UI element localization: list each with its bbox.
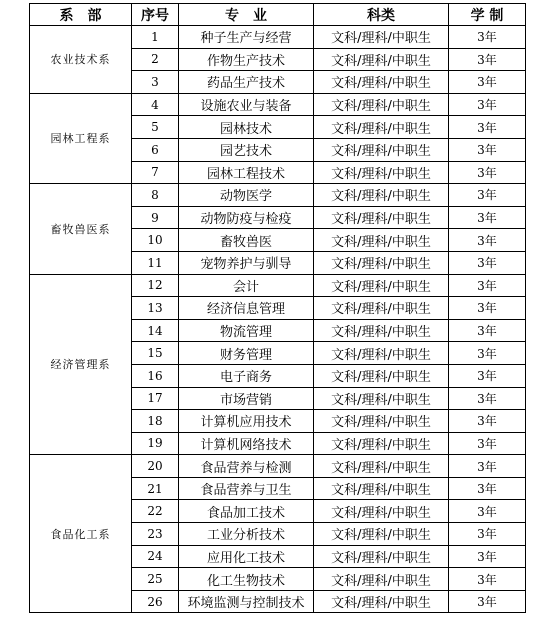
- seq-cell: 25: [132, 568, 179, 591]
- major-cell: 财务管理: [179, 342, 314, 365]
- category-cell: 文科/理科/中职生: [314, 93, 449, 116]
- duration-cell: 3年: [449, 93, 526, 116]
- duration-cell: 3年: [449, 432, 526, 455]
- category-cell: 文科/理科/中职生: [314, 568, 449, 591]
- category-cell: 文科/理科/中职生: [314, 500, 449, 523]
- header-department: 系 部: [30, 4, 132, 26]
- table-row: [30, 455, 526, 478]
- major-cell: 食品营养与卫生: [179, 477, 314, 500]
- seq-cell: 2: [132, 48, 179, 71]
- major-cell: 作物生产技术: [179, 48, 314, 71]
- duration-cell: 3年: [449, 568, 526, 591]
- category-cell: 文科/理科/中职生: [314, 523, 449, 546]
- category-cell: 文科/理科/中职生: [314, 184, 449, 207]
- category-cell: 文科/理科/中职生: [314, 455, 449, 478]
- department-cell: 畜牧兽医系: [30, 184, 132, 274]
- seq-cell: 26: [132, 590, 179, 613]
- category-cell: 文科/理科/中职生: [314, 71, 449, 94]
- seq-cell: 3: [132, 71, 179, 94]
- category-cell: 文科/理科/中职生: [314, 229, 449, 252]
- category-cell: 文科/理科/中职生: [314, 138, 449, 161]
- major-cell: 化工生物技术: [179, 568, 314, 591]
- category-cell: 文科/理科/中职生: [314, 48, 449, 71]
- category-cell: 文科/理科/中职生: [314, 477, 449, 500]
- duration-cell: 3年: [449, 229, 526, 252]
- duration-cell: 3年: [449, 364, 526, 387]
- category-cell: 文科/理科/中职生: [314, 274, 449, 297]
- seq-cell: 18: [132, 410, 179, 433]
- table-row: [30, 26, 526, 49]
- duration-cell: 3年: [449, 138, 526, 161]
- duration-cell: 3年: [449, 477, 526, 500]
- category-cell: 文科/理科/中职生: [314, 297, 449, 320]
- major-cell: 食品营养与检测: [179, 455, 314, 478]
- seq-cell: 20: [132, 455, 179, 478]
- table-row: [30, 274, 526, 297]
- major-cell: 计算机网络技术: [179, 432, 314, 455]
- seq-cell: 5: [132, 116, 179, 139]
- major-cell: 园林技术: [179, 116, 314, 139]
- duration-cell: 3年: [449, 161, 526, 184]
- seq-cell: 15: [132, 342, 179, 365]
- department-cell: 农业技术系: [30, 26, 132, 94]
- seq-cell: 4: [132, 93, 179, 116]
- majors-table: [29, 3, 526, 613]
- seq-cell: 12: [132, 274, 179, 297]
- category-cell: 文科/理科/中职生: [314, 410, 449, 433]
- duration-cell: 3年: [449, 523, 526, 546]
- major-cell: 种子生产与经营: [179, 26, 314, 49]
- major-cell: 园林工程技术: [179, 161, 314, 184]
- major-cell: 工业分析技术: [179, 523, 314, 546]
- seq-cell: 16: [132, 364, 179, 387]
- major-cell: 动物医学: [179, 184, 314, 207]
- seq-cell: 10: [132, 229, 179, 252]
- major-cell: 市场营销: [179, 387, 314, 410]
- major-cell: 畜牧兽医: [179, 229, 314, 252]
- duration-cell: 3年: [449, 297, 526, 320]
- seq-cell: 17: [132, 387, 179, 410]
- category-cell: 文科/理科/中职生: [314, 26, 449, 49]
- duration-cell: 3年: [449, 500, 526, 523]
- category-cell: 文科/理科/中职生: [314, 342, 449, 365]
- duration-cell: 3年: [449, 342, 526, 365]
- header-duration: 学 制: [449, 4, 526, 26]
- duration-cell: 3年: [449, 206, 526, 229]
- duration-cell: 3年: [449, 274, 526, 297]
- header-category: 科类: [314, 4, 449, 26]
- category-cell: 文科/理科/中职生: [314, 590, 449, 613]
- major-cell: 计算机应用技术: [179, 410, 314, 433]
- major-cell: 宠物养护与驯导: [179, 251, 314, 274]
- category-cell: 文科/理科/中职生: [314, 251, 449, 274]
- major-cell: 经济信息管理: [179, 297, 314, 320]
- duration-cell: 3年: [449, 251, 526, 274]
- duration-cell: 3年: [449, 455, 526, 478]
- seq-cell: 22: [132, 500, 179, 523]
- major-cell: 食品加工技术: [179, 500, 314, 523]
- major-cell: 环境监测与控制技术: [179, 590, 314, 613]
- seq-cell: 9: [132, 206, 179, 229]
- header-seq: 序号: [132, 4, 179, 26]
- table-row: [30, 93, 526, 116]
- seq-cell: 1: [132, 26, 179, 49]
- duration-cell: 3年: [449, 26, 526, 49]
- seq-cell: 8: [132, 184, 179, 207]
- duration-cell: 3年: [449, 410, 526, 433]
- seq-cell: 13: [132, 297, 179, 320]
- department-cell: 园林工程系: [30, 93, 132, 183]
- seq-cell: 6: [132, 138, 179, 161]
- header-major: 专 业: [179, 4, 314, 26]
- table-header-row: [30, 4, 526, 26]
- table-body: [30, 26, 526, 613]
- major-cell: 动物防疫与检疫: [179, 206, 314, 229]
- duration-cell: 3年: [449, 319, 526, 342]
- seq-cell: 19: [132, 432, 179, 455]
- major-cell: 电子商务: [179, 364, 314, 387]
- seq-cell: 21: [132, 477, 179, 500]
- category-cell: 文科/理科/中职生: [314, 206, 449, 229]
- category-cell: 文科/理科/中职生: [314, 545, 449, 568]
- category-cell: 文科/理科/中职生: [314, 319, 449, 342]
- duration-cell: 3年: [449, 590, 526, 613]
- duration-cell: 3年: [449, 48, 526, 71]
- category-cell: 文科/理科/中职生: [314, 432, 449, 455]
- duration-cell: 3年: [449, 71, 526, 94]
- category-cell: 文科/理科/中职生: [314, 387, 449, 410]
- seq-cell: 14: [132, 319, 179, 342]
- duration-cell: 3年: [449, 387, 526, 410]
- department-cell: 经济管理系: [30, 274, 132, 455]
- major-cell: 物流管理: [179, 319, 314, 342]
- table-row: [30, 184, 526, 207]
- seq-cell: 11: [132, 251, 179, 274]
- category-cell: 文科/理科/中职生: [314, 116, 449, 139]
- major-cell: 园艺技术: [179, 138, 314, 161]
- duration-cell: 3年: [449, 116, 526, 139]
- department-cell: 食品化工系: [30, 455, 132, 613]
- major-cell: 应用化工技术: [179, 545, 314, 568]
- seq-cell: 24: [132, 545, 179, 568]
- duration-cell: 3年: [449, 545, 526, 568]
- category-cell: 文科/理科/中职生: [314, 364, 449, 387]
- seq-cell: 23: [132, 523, 179, 546]
- major-cell: 会计: [179, 274, 314, 297]
- major-cell: 药品生产技术: [179, 71, 314, 94]
- category-cell: 文科/理科/中职生: [314, 161, 449, 184]
- duration-cell: 3年: [449, 184, 526, 207]
- major-cell: 设施农业与装备: [179, 93, 314, 116]
- seq-cell: 7: [132, 161, 179, 184]
